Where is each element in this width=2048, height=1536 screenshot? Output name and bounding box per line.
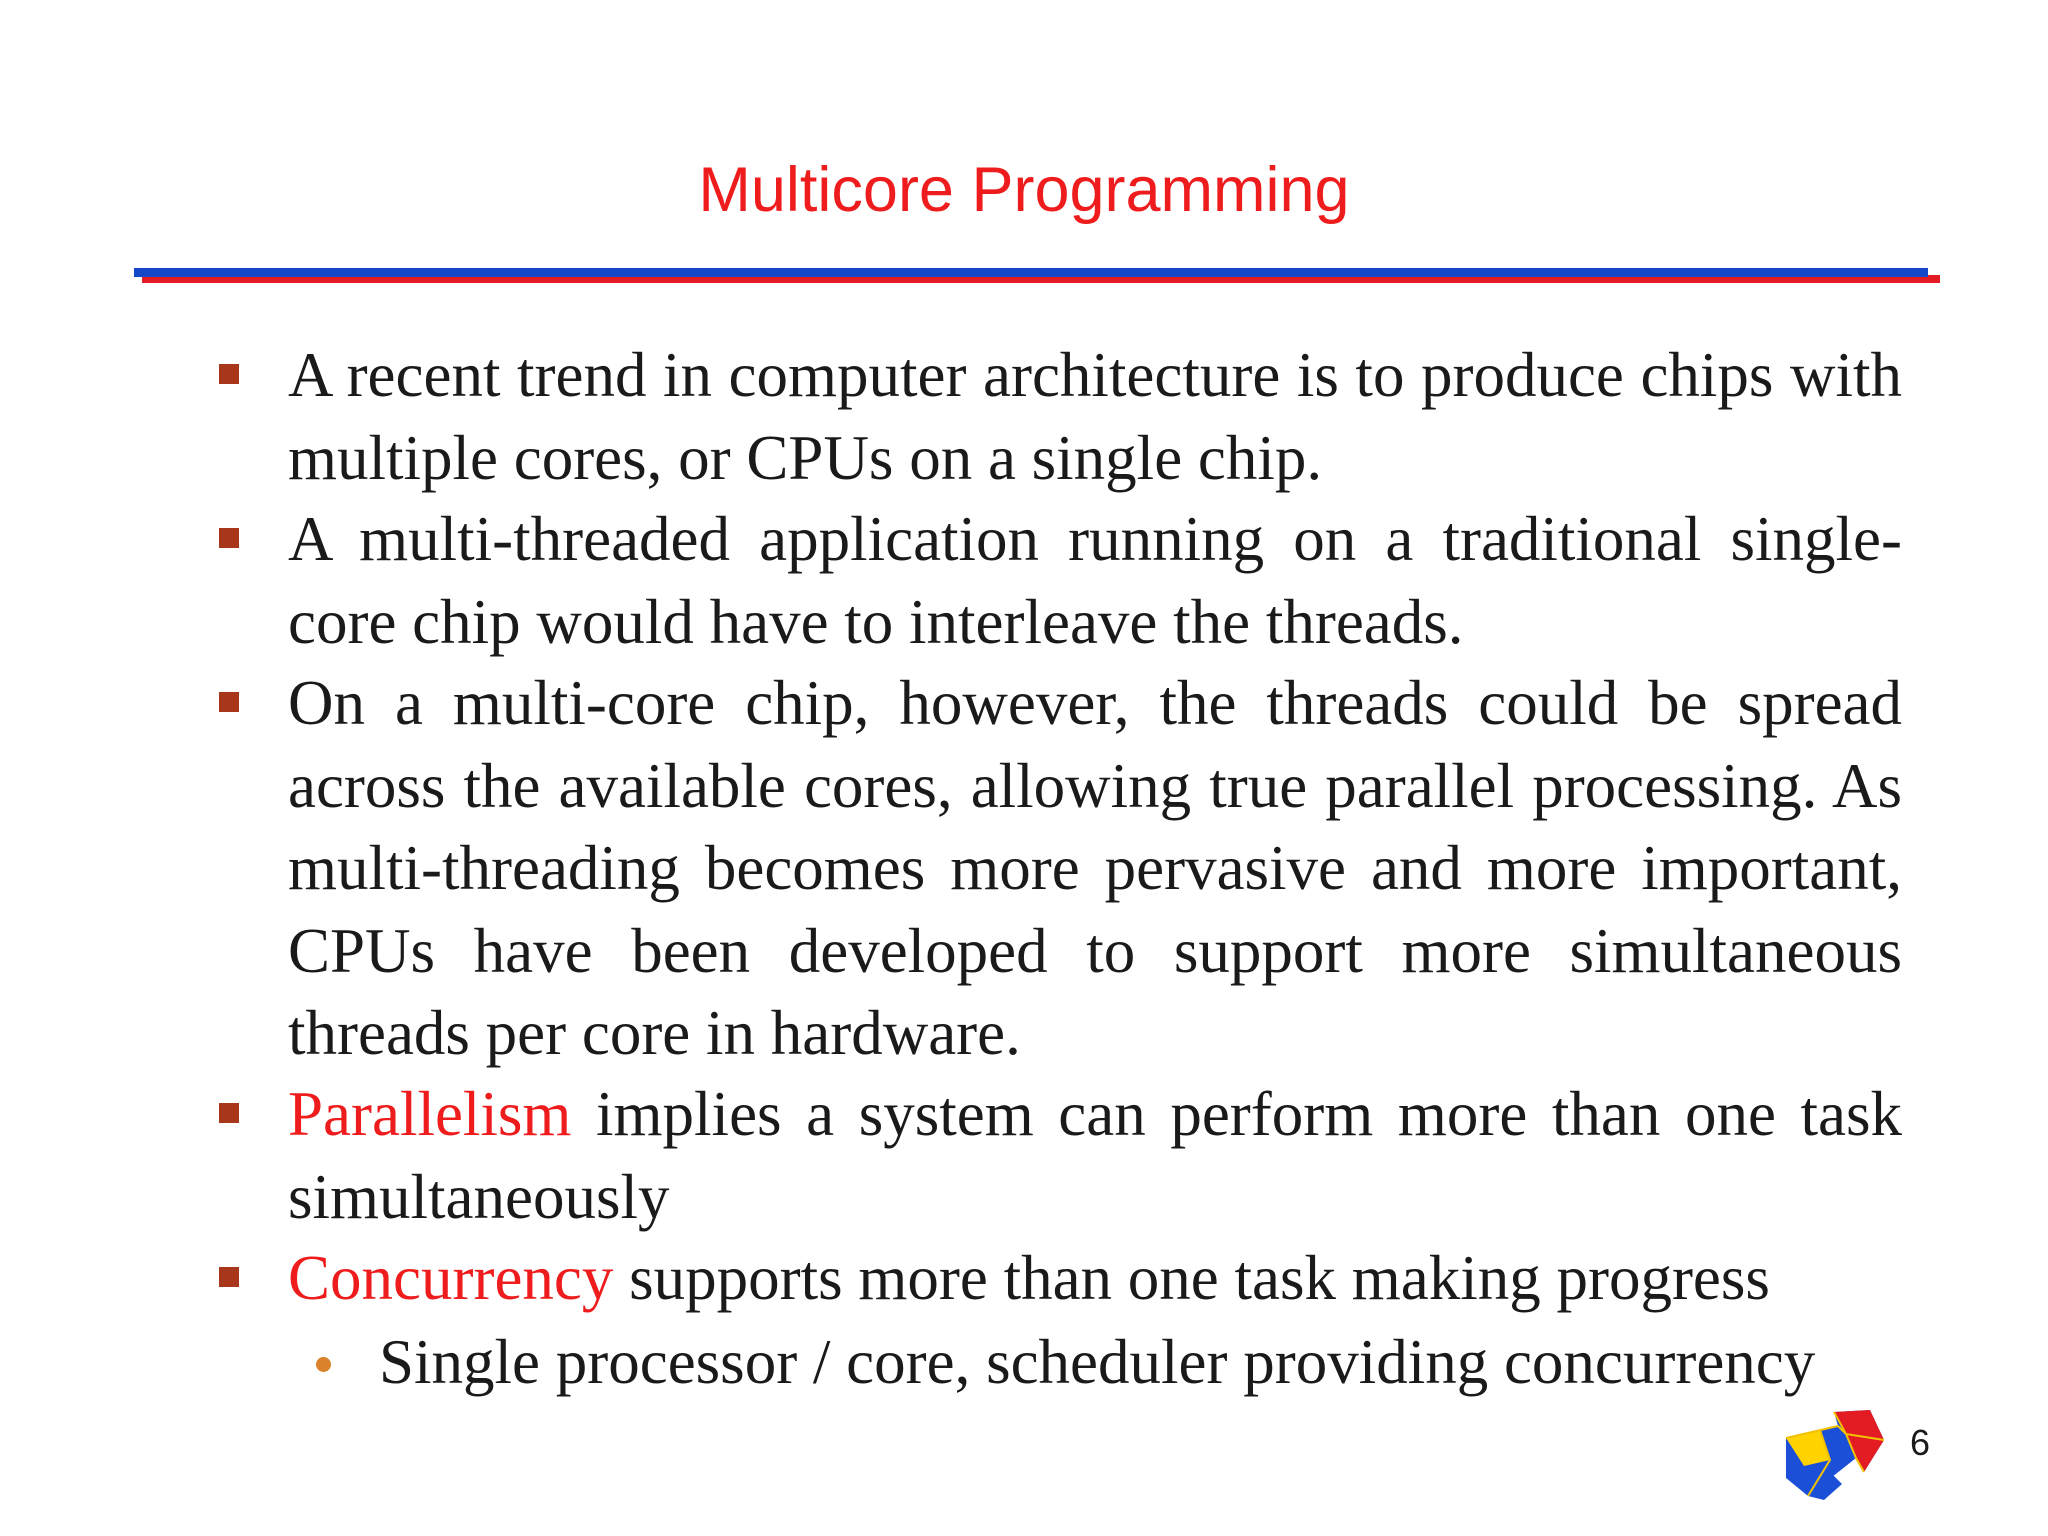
- term-parallelism: Parallelism: [288, 1079, 572, 1149]
- bullet-item-text: implies a system can perform more than one task simultaneously: [288, 1079, 1902, 1232]
- bullet-item-text: supports more than one task making progress: [613, 1243, 1770, 1313]
- bullet-item: A recent trend in computer architecture is to produce chips with multiple cores, or CPUs on a single chip.: [288, 340, 1902, 493]
- bullet-item: [288, 1073, 1902, 1238]
- page-number: 6: [1910, 1422, 1931, 1463]
- bullet-item: [288, 1237, 1902, 1320]
- bullet-marker: [219, 528, 239, 548]
- title-underline-blue: [134, 268, 1928, 277]
- bullet-marker: [219, 692, 239, 712]
- bullet-marker: [219, 364, 239, 384]
- term-concurrency: Concurrency: [288, 1243, 614, 1313]
- bullet-item: On a multi-core chip, however, the threads could be spread across the available cores, allowing true parallel processing. As multi-threading becomes more pervasive and more important, CPUs have been developed to support more simultaneous threads per core in hardware.: [288, 668, 1902, 1068]
- slide-title: Multicore Programming: [698, 155, 1350, 225]
- sub-bullet-item: Single processor / core, scheduler providing concurrency: [379, 1327, 1816, 1397]
- university-arrow-logo-icon: [1780, 1404, 1892, 1504]
- bullet-item: A multi-threaded application running on a traditional single-core chip would have to interleave the threads.: [288, 504, 1902, 657]
- bullet-marker: [219, 1103, 239, 1123]
- sub-bullet-marker: [316, 1357, 331, 1372]
- bullet-marker: [219, 1267, 239, 1287]
